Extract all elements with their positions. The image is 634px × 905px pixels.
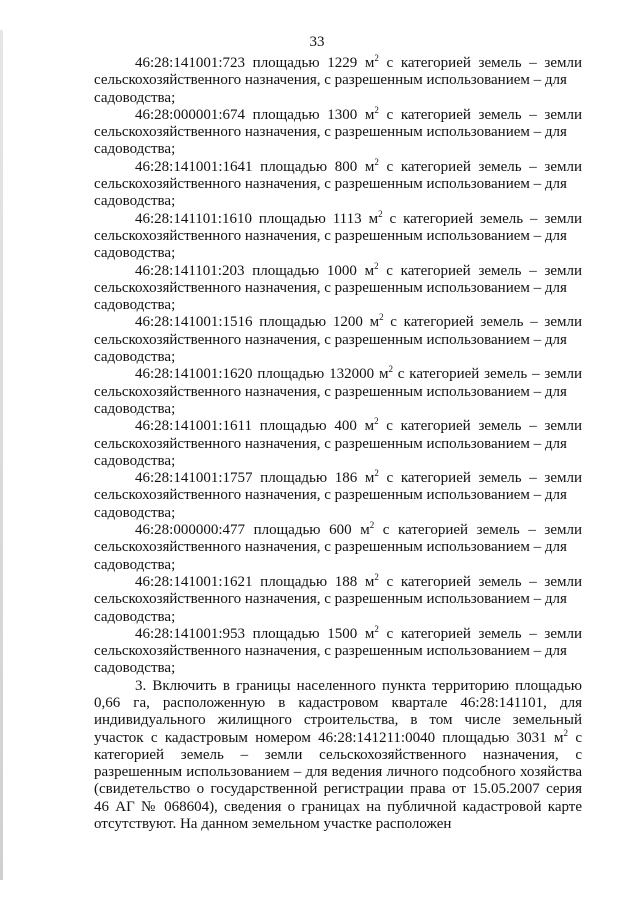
plot-area-value: 132000 [329, 366, 375, 383]
plot-entry-first-line [94, 571, 583, 591]
plot-area-word: площадью [253, 522, 321, 539]
plot-area-word: площадью [252, 55, 320, 71]
plot-purpose-line: сельскохозяйственного назначения, с разрешенным использованием – для [94, 279, 567, 296]
plot-area-word: площадью [260, 158, 328, 175]
plot-area-unit: м [360, 522, 370, 539]
plot-purpose-line: сельскохозяйственного назначения, с разрешенным использованием – для [94, 331, 567, 348]
plot-area-word: площадью [252, 106, 320, 123]
plot-purpose-line: сельскохозяйственного назначения, с разрешенным использованием – для [94, 591, 567, 608]
plot-area-word: площадью [252, 262, 320, 279]
plot-entry [94, 260, 583, 315]
plot-purpose-end: садоводства; [94, 504, 176, 521]
plot-cadastral-number: 46:28:141001:1621 [135, 573, 253, 590]
plot-purpose-end: садоводства; [94, 349, 176, 366]
plot-purpose-line: сельскохозяйственного назначения, с разрешенным использованием – для [94, 435, 567, 452]
plot-area-unit: м [364, 418, 375, 435]
plot-entry [94, 104, 583, 159]
plot-purpose-end: садоводства; [94, 89, 176, 106]
plot-cadastral-number: 46:28:141001:1757 [135, 470, 253, 487]
plot-entry-first-line [94, 522, 582, 539]
plot-category: с категорией земель – земли [386, 573, 583, 590]
plot-category: с категорией земель – земли [389, 210, 583, 227]
plot-area-value: 1000 [326, 262, 357, 279]
plot-area-value: 800 [334, 158, 358, 175]
plot-area-word: площадью [260, 573, 328, 590]
plot-entry-first-line [94, 418, 582, 435]
plot-purpose-line: сельскохозяйственного назначения, с разрешенным использованием – для [94, 487, 567, 504]
plot-area-unit: м [364, 625, 375, 642]
plot-category: с категорией земель – земли [386, 55, 583, 71]
plot-entry-first-line [94, 623, 583, 643]
plot-area-word: площадью [258, 210, 326, 227]
plot-category: с категорией земель – земли [397, 366, 583, 383]
plot-entry [94, 522, 582, 574]
plot-category: с категорией земель – земли [390, 314, 583, 331]
plot-area-unit-power: 2 [369, 520, 375, 531]
plot-area-unit-power: 2 [374, 416, 379, 427]
plot-purpose-end: садоводства; [94, 608, 176, 625]
plot-entry-first-line [94, 260, 583, 280]
plot-area-value: 600 [329, 522, 352, 539]
plot-cadastral-number: 46:28:141001:1620 [135, 366, 253, 383]
plot-entry [94, 156, 583, 211]
paragraph-3-tail: с категорией земель – земли сельскохозяйственного назначения, с разрешенным использованием – для ведения личного подсобного хозяйства (свидетельство о государственной регистрации права от 15.05.2007 серия 46 АГ № 068604), сведения о границах на публичной кадастровой карте отсутствуют. На данном земельном участке расположен [94, 729, 582, 833]
plot-category: с категорией земель – земли [382, 522, 583, 539]
plot-cadastral-number: 46:28:141101:1610 [135, 210, 252, 227]
plot-entry-first-line [94, 366, 582, 383]
plot-category: с категорией земель – земли [386, 106, 583, 123]
scan-edge [0, 30, 3, 880]
plot-purpose-line: сельскохозяйственного назначения, с разрешенным использованием – для [94, 643, 567, 660]
plot-area-unit: м [369, 314, 380, 331]
plot-area-unit-power: 2 [374, 468, 379, 479]
plot-area-unit: м [364, 573, 375, 590]
plot-area-value: 1200 [332, 314, 363, 331]
plot-area-unit: м [364, 106, 375, 123]
plot-area-word: площадью [252, 625, 320, 642]
plot-area-value: 400 [334, 418, 357, 435]
plot-purpose-end: садоводства; [94, 297, 176, 314]
plot-area-unit: м [368, 210, 379, 227]
plot-area-unit-power: 2 [378, 208, 383, 219]
plot-area-unit: м [364, 262, 375, 279]
plot-category: с категорией земель – земли [386, 625, 583, 642]
paragraph-3-text: 3. Включить в границы населенного пункта территорию площадью 0,66 га, расположенную в кадастровом квартале 46:28:141101, для индивидуального жилищного строительства, в том числе земельный участок с кадастровым номером 46:28:141211:0040 площадью 3031 м [94, 677, 582, 746]
plot-purpose-end: садоводства; [94, 660, 176, 677]
plot-entry [94, 623, 583, 678]
plot-area-value: 186 [334, 470, 358, 487]
plot-area-word: площадью [259, 418, 327, 435]
plot-entry [94, 208, 583, 263]
paragraph-3-sup: 2 [563, 727, 568, 738]
plot-area-value: 1500 [327, 625, 358, 642]
plot-area-unit: м [364, 55, 375, 71]
plot-area-word: площадью [260, 470, 328, 487]
plot-area-unit-power: 2 [374, 260, 379, 271]
page-number: 33 [309, 34, 325, 50]
plot-entry-first-line [94, 156, 583, 176]
plot-entry [94, 571, 583, 626]
plot-entry-first-line [94, 470, 582, 487]
plot-area-value: 188 [334, 573, 358, 590]
plot-area-unit-power: 2 [379, 312, 384, 323]
plot-category: с категорией земель – земли [386, 158, 583, 175]
plot-entry [94, 55, 582, 107]
plot-purpose-line: сельскохозяйственного назначения, с разрешенным использованием – для [94, 539, 567, 556]
document-body [94, 55, 582, 833]
plot-entry-first-line [94, 104, 583, 124]
plot-purpose-end: садоводства; [94, 245, 176, 262]
plot-cadastral-number: 46:28:000000:477 [135, 522, 246, 539]
plot-entry [94, 314, 582, 366]
plot-category: с категорией земель – земли [386, 262, 583, 279]
plot-cadastral-number: 46:28:141001:1516 [135, 314, 253, 331]
paragraph-3 [94, 678, 582, 834]
plot-area-unit: м [378, 366, 389, 383]
plot-area-unit-power: 2 [374, 104, 379, 115]
plot-purpose-end: садоводства; [94, 141, 176, 158]
plot-purpose-end: садоводства; [94, 556, 176, 573]
plot-list [94, 55, 582, 678]
plot-area-word: площадью [257, 366, 325, 383]
plot-entry [94, 418, 582, 470]
plot-area-unit-power: 2 [374, 53, 379, 63]
plot-purpose-end: садоводства; [94, 193, 176, 210]
plot-purpose-line: сельскохозяйственного назначения, с разрешенным использованием – для [94, 124, 567, 141]
plot-cadastral-number: 46:28:141001:1641 [135, 158, 253, 175]
plot-entry-first-line [94, 314, 582, 331]
plot-area-value: 1300 [327, 106, 358, 123]
plot-cadastral-number: 46:28:141001:1611 [135, 418, 252, 435]
plot-purpose-end: садоводства; [94, 452, 176, 469]
plot-area-value: 1229 [327, 55, 358, 71]
plot-area-unit-power: 2 [374, 623, 379, 634]
plot-area-word: площадью [259, 314, 327, 331]
plot-category: с категорией земель – земли [386, 470, 583, 487]
plot-area-value: 1113 [332, 210, 362, 227]
plot-area-unit-power: 2 [388, 364, 393, 375]
plot-cadastral-number: 46:28:000001:674 [135, 106, 246, 123]
plot-area-unit-power: 2 [374, 156, 379, 167]
plot-area-unit-power: 2 [374, 571, 379, 582]
plot-entry [94, 470, 582, 522]
plot-entry [94, 366, 582, 418]
plot-cadastral-number: 46:28:141101:203 [135, 262, 245, 279]
plot-purpose-line: сельскохозяйственного назначения, с разрешенным использованием – для [94, 227, 567, 244]
plot-area-unit: м [364, 470, 375, 487]
plot-purpose-line: сельскохозяйственного назначения, с разрешенным использованием – для [94, 72, 567, 89]
plot-purpose-line: сельскохозяйственного назначения, с разрешенным использованием – для [94, 176, 567, 193]
plot-entry-first-line [94, 208, 583, 228]
plot-purpose-line: сельскохозяйственного назначения, с разрешенным использованием – для [94, 383, 567, 400]
plot-area-unit: м [364, 158, 375, 175]
plot-purpose-end: садоводства; [94, 400, 176, 417]
plot-entry-first-line [94, 55, 582, 72]
plot-cadastral-number: 46:28:141001:723 [135, 55, 246, 71]
plot-cadastral-number: 46:28:141001:953 [135, 625, 246, 642]
plot-category: с категорией земель – земли [386, 418, 583, 435]
